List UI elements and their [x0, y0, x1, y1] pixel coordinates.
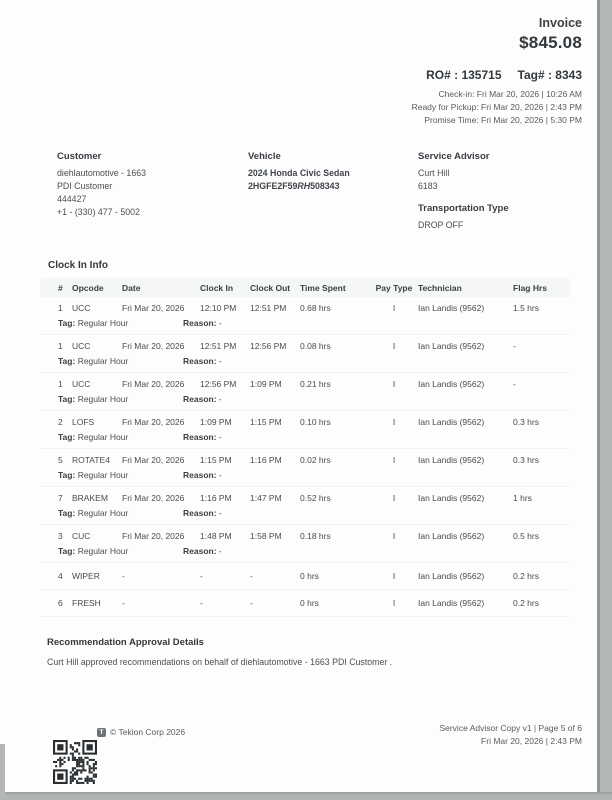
- reason-cell: [183, 432, 570, 442]
- cell-flag-hrs: -: [513, 379, 516, 389]
- cell-clock-in: 12:51 PM: [200, 341, 237, 351]
- cell-clock-out: 1:15 PM: [250, 417, 282, 427]
- column-header: Technician: [418, 282, 462, 293]
- cell-time-spent: 0 hrs: [300, 598, 319, 608]
- cell-flag-hrs: -: [513, 341, 516, 351]
- transportation-value: DROP OFF: [418, 220, 464, 230]
- cell-clock-in: -: [200, 571, 203, 581]
- scan-edge-left: [0, 744, 5, 800]
- cell-opcode: ROTATE4: [72, 455, 110, 465]
- column-header: Clock In: [200, 282, 234, 293]
- table-row-group: [40, 297, 570, 335]
- cell-technician: Ian Landis (9562): [418, 531, 485, 541]
- customer-block: [57, 151, 248, 232]
- tag-cell: [58, 394, 183, 404]
- invoice-amount: $845.08: [519, 33, 582, 52]
- column-header: Clock Out: [250, 282, 291, 293]
- cell-time-spent: 0.52 hrs: [300, 493, 331, 503]
- cell-clock-out: 1:16 PM: [250, 455, 282, 465]
- customer-heading: Customer: [57, 151, 102, 162]
- advisor-heading: Service Advisor: [418, 151, 490, 162]
- clock-table-body: [40, 297, 570, 617]
- cell-clock-in: 1:48 PM: [200, 531, 232, 541]
- reason-label: Reason:: [183, 356, 217, 366]
- cell-technician: Ian Landis (9562): [418, 598, 485, 608]
- cell-date: Fri Mar 20, 2026: [122, 417, 185, 427]
- table-row: [40, 297, 570, 318]
- reason-value: -: [218, 394, 222, 404]
- cell-flag-hrs: 0.2 hrs: [513, 571, 539, 581]
- cell-clock-out: 1:47 PM: [250, 493, 282, 503]
- table-row: [40, 590, 570, 616]
- cell-clock-in: 1:09 PM: [200, 417, 232, 427]
- table-row: [40, 487, 570, 508]
- cell-pay-type: I: [392, 303, 396, 313]
- cell-technician: Ian Landis (9562): [418, 379, 485, 389]
- cell-date: -: [122, 598, 125, 608]
- cell-num: 1: [58, 303, 63, 313]
- recommendation-section: [47, 637, 582, 667]
- cell-clock-in: -: [200, 598, 203, 608]
- cell-opcode: FRESH: [72, 598, 101, 608]
- cell-flag-hrs: 1 hrs: [513, 493, 532, 503]
- cell-pay-type: I: [392, 531, 396, 541]
- cell-num: 5: [58, 455, 63, 465]
- column-header: Time Spent: [300, 282, 346, 293]
- tag-label: Tag:: [58, 508, 76, 518]
- footer-page-info: [439, 722, 582, 748]
- cell-time-spent: 0.18 hrs: [300, 531, 331, 541]
- clock-table-header: [40, 278, 570, 297]
- cell-clock-out: 1:58 PM: [250, 531, 282, 541]
- cell-technician: Ian Landis (9562): [418, 455, 485, 465]
- tag-value: Regular Hour: [77, 508, 129, 518]
- cell-clock-in: 1:15 PM: [200, 455, 232, 465]
- table-row: [40, 411, 570, 432]
- advisor-name: Curt Hill: [418, 168, 450, 178]
- scan-edge-right: [597, 0, 612, 800]
- copyright-text: © Tekion Corp 2026: [110, 727, 186, 737]
- cell-date: Fri Mar 20, 2026: [122, 531, 185, 541]
- cell-date: Fri Mar 20, 2026: [122, 379, 185, 389]
- cell-clock-in: 12:10 PM: [200, 303, 237, 313]
- reason-cell: [183, 394, 570, 404]
- tag-row: [40, 470, 570, 486]
- column-header: Pay Type: [375, 282, 413, 293]
- tag-label: Tag:: [58, 432, 76, 442]
- tag-cell: [58, 508, 183, 518]
- cell-pay-type: I: [392, 455, 396, 465]
- reason-label: Reason:: [183, 470, 217, 480]
- table-row: [40, 335, 570, 356]
- scan-edge-bottom: [0, 792, 612, 800]
- recommendation-title: Recommendation Approval Details: [47, 637, 204, 648]
- ro-tag-line: [0, 68, 582, 82]
- reason-label: Reason:: [183, 318, 217, 328]
- table-row: [40, 563, 570, 589]
- ready-for-pickup-time: Ready for Pickup: Fri Mar 20, 2026 | 2:43 PM: [411, 102, 582, 112]
- cell-num: 1: [58, 379, 63, 389]
- cell-date: -: [122, 571, 125, 581]
- reason-value: -: [218, 432, 222, 442]
- table-row: [40, 525, 570, 546]
- reason-label: Reason:: [183, 508, 217, 518]
- tag-value: Regular Hour: [77, 470, 129, 480]
- reason-label: Reason:: [183, 546, 217, 556]
- clock-in-section: [0, 260, 612, 617]
- tag-row: [40, 546, 570, 562]
- table-row-group: [40, 335, 570, 373]
- customer-id: 444427: [57, 194, 87, 204]
- cell-date: Fri Mar 20, 2026: [122, 493, 185, 503]
- tag-label: Tag:: [58, 546, 76, 556]
- tag-label: Tag:: [58, 394, 76, 404]
- cell-opcode: WIPER: [72, 571, 100, 581]
- cell-opcode: UCC: [72, 303, 91, 313]
- vehicle-block: [248, 151, 418, 232]
- cell-clock-out: -: [250, 598, 253, 608]
- print-time: Fri Mar 20, 2026 | 2:43 PM: [481, 736, 582, 746]
- cell-opcode: LOFS: [72, 417, 95, 427]
- tag-cell: [58, 546, 183, 556]
- cell-pay-type: I: [392, 379, 396, 389]
- reason-cell: [183, 508, 570, 518]
- customer-name: diehlautomotive - 1663: [57, 168, 147, 178]
- tag-label: Tag:: [58, 318, 76, 328]
- cell-time-spent: 0.08 hrs: [300, 341, 331, 351]
- reason-cell: [183, 318, 570, 328]
- column-header: Flag Hrs: [513, 282, 548, 293]
- tag-value: Regular Hour: [77, 394, 129, 404]
- reason-cell: [183, 356, 570, 366]
- reason-label: Reason:: [183, 394, 217, 404]
- cell-num: 6: [58, 598, 63, 608]
- reason-label: Reason:: [183, 432, 217, 442]
- cell-pay-type: I: [392, 341, 396, 351]
- tag-row: [40, 432, 570, 448]
- cell-flag-hrs: 1.5 hrs: [513, 303, 539, 313]
- checkin-time: Check-in: Fri Mar 20, 2026 | 10:26 AM: [438, 89, 582, 99]
- table-row-group: [40, 487, 570, 525]
- table-row: [40, 449, 570, 470]
- tag-row: [40, 508, 570, 524]
- cell-time-spent: 0.10 hrs: [300, 417, 331, 427]
- column-header: #: [58, 282, 63, 293]
- tekion-logo-icon: T: [97, 728, 106, 737]
- vehicle-model: 2024 Honda Civic Sedan: [248, 168, 350, 178]
- tag-cell: [58, 432, 183, 442]
- cell-date: Fri Mar 20, 2026: [122, 341, 185, 351]
- cell-technician: Ian Landis (9562): [418, 303, 485, 313]
- table-row-group: [40, 373, 570, 411]
- reason-value: -: [218, 356, 222, 366]
- ro-number: RO# : 135715: [426, 68, 502, 82]
- cell-opcode: UCC: [72, 379, 91, 389]
- cell-date: Fri Mar 20, 2026: [122, 303, 185, 313]
- cell-num: 2: [58, 417, 63, 427]
- cell-clock-out: -: [250, 571, 253, 581]
- cell-clock-out: 12:56 PM: [250, 341, 287, 351]
- table-row-group: [40, 590, 570, 617]
- tag-cell: [58, 318, 183, 328]
- reason-cell: [183, 470, 570, 480]
- column-header: Date: [122, 282, 141, 293]
- invoice-header: [0, 0, 612, 127]
- cell-pay-type: I: [392, 571, 396, 581]
- vehicle-heading: Vehicle: [248, 151, 281, 162]
- cell-time-spent: 0.21 hrs: [300, 379, 331, 389]
- transportation-heading: Transportation Type: [418, 203, 509, 214]
- tag-value: Regular Hour: [77, 356, 129, 366]
- cell-flag-hrs: 0.3 hrs: [513, 417, 539, 427]
- cell-clock-in: 12:56 PM: [200, 379, 237, 389]
- cell-clock-in: 1:16 PM: [200, 493, 232, 503]
- column-header: Opcode: [72, 282, 104, 293]
- table-row: [40, 373, 570, 394]
- tag-label: Tag:: [58, 356, 76, 366]
- transportation-block: [418, 203, 582, 232]
- cell-technician: Ian Landis (9562): [418, 571, 485, 581]
- cell-date: Fri Mar 20, 2026: [122, 455, 185, 465]
- cell-time-spent: 0 hrs: [300, 571, 319, 581]
- cell-time-spent: 0.68 hrs: [300, 303, 331, 313]
- cell-time-spent: 0.02 hrs: [300, 455, 331, 465]
- copyright-line: [97, 727, 185, 737]
- tag-value: Regular Hour: [77, 546, 129, 556]
- vehicle-vin: 2HGFE2F59RH508343: [248, 181, 340, 191]
- advisor-id: 6183: [418, 181, 438, 191]
- cell-technician: Ian Landis (9562): [418, 341, 485, 351]
- cell-num: 4: [58, 571, 63, 581]
- clock-in-title: Clock In Info: [48, 260, 108, 271]
- cell-pay-type: I: [392, 598, 396, 608]
- cell-num: 1: [58, 341, 63, 351]
- cell-clock-out: 1:09 PM: [250, 379, 282, 389]
- tag-row: [40, 356, 570, 372]
- qr-code: [53, 740, 97, 784]
- cell-technician: Ian Landis (9562): [418, 417, 485, 427]
- cell-pay-type: I: [392, 493, 396, 503]
- reason-value: -: [218, 318, 222, 328]
- cell-pay-type: I: [392, 417, 396, 427]
- copy-info: Service Advisor Copy v1 | Page 5 of 6: [439, 723, 582, 733]
- cell-flag-hrs: 0.2 hrs: [513, 598, 539, 608]
- tag-cell: [58, 470, 183, 480]
- tag-label: Tag:: [58, 470, 76, 480]
- cell-flag-hrs: 0.3 hrs: [513, 455, 539, 465]
- tag-number: Tag# : 8343: [517, 68, 582, 82]
- promise-time: Promise Time: Fri Mar 20, 2026 | 5:30 PM: [424, 115, 582, 125]
- timing-lines: [0, 88, 582, 127]
- advisor-block: [418, 151, 582, 232]
- invoice-label: Invoice: [538, 16, 582, 30]
- reason-value: -: [218, 470, 222, 480]
- reason-value: -: [218, 546, 222, 556]
- recommendation-text: Curt Hill approved recommendations on behalf of diehlautomotive - 1663 PDI Customer .: [47, 657, 393, 667]
- reason-value: -: [218, 508, 222, 518]
- cell-opcode: BRAKEM: [72, 493, 108, 503]
- clock-table: [40, 278, 570, 617]
- table-row-group: [40, 449, 570, 487]
- tag-row: [40, 318, 570, 334]
- customer-phone: +1 - (330) 477 - 5002: [57, 207, 140, 217]
- cell-num: 7: [58, 493, 63, 503]
- cell-opcode: UCC: [72, 341, 91, 351]
- tag-cell: [58, 356, 183, 366]
- tag-row: [40, 394, 570, 410]
- cell-flag-hrs: 0.5 hrs: [513, 531, 539, 541]
- cell-num: 3: [58, 531, 63, 541]
- info-section: [57, 151, 582, 232]
- tag-value: Regular Hour: [77, 318, 129, 328]
- customer-type: PDI Customer: [57, 181, 113, 191]
- table-row-group: [40, 563, 570, 590]
- table-row-group: [40, 411, 570, 449]
- reason-cell: [183, 546, 570, 556]
- cell-clock-out: 12:51 PM: [250, 303, 287, 313]
- cell-technician: Ian Landis (9562): [418, 493, 485, 503]
- cell-opcode: CUC: [72, 531, 91, 541]
- tag-value: Regular Hour: [77, 432, 129, 442]
- table-row-group: [40, 525, 570, 563]
